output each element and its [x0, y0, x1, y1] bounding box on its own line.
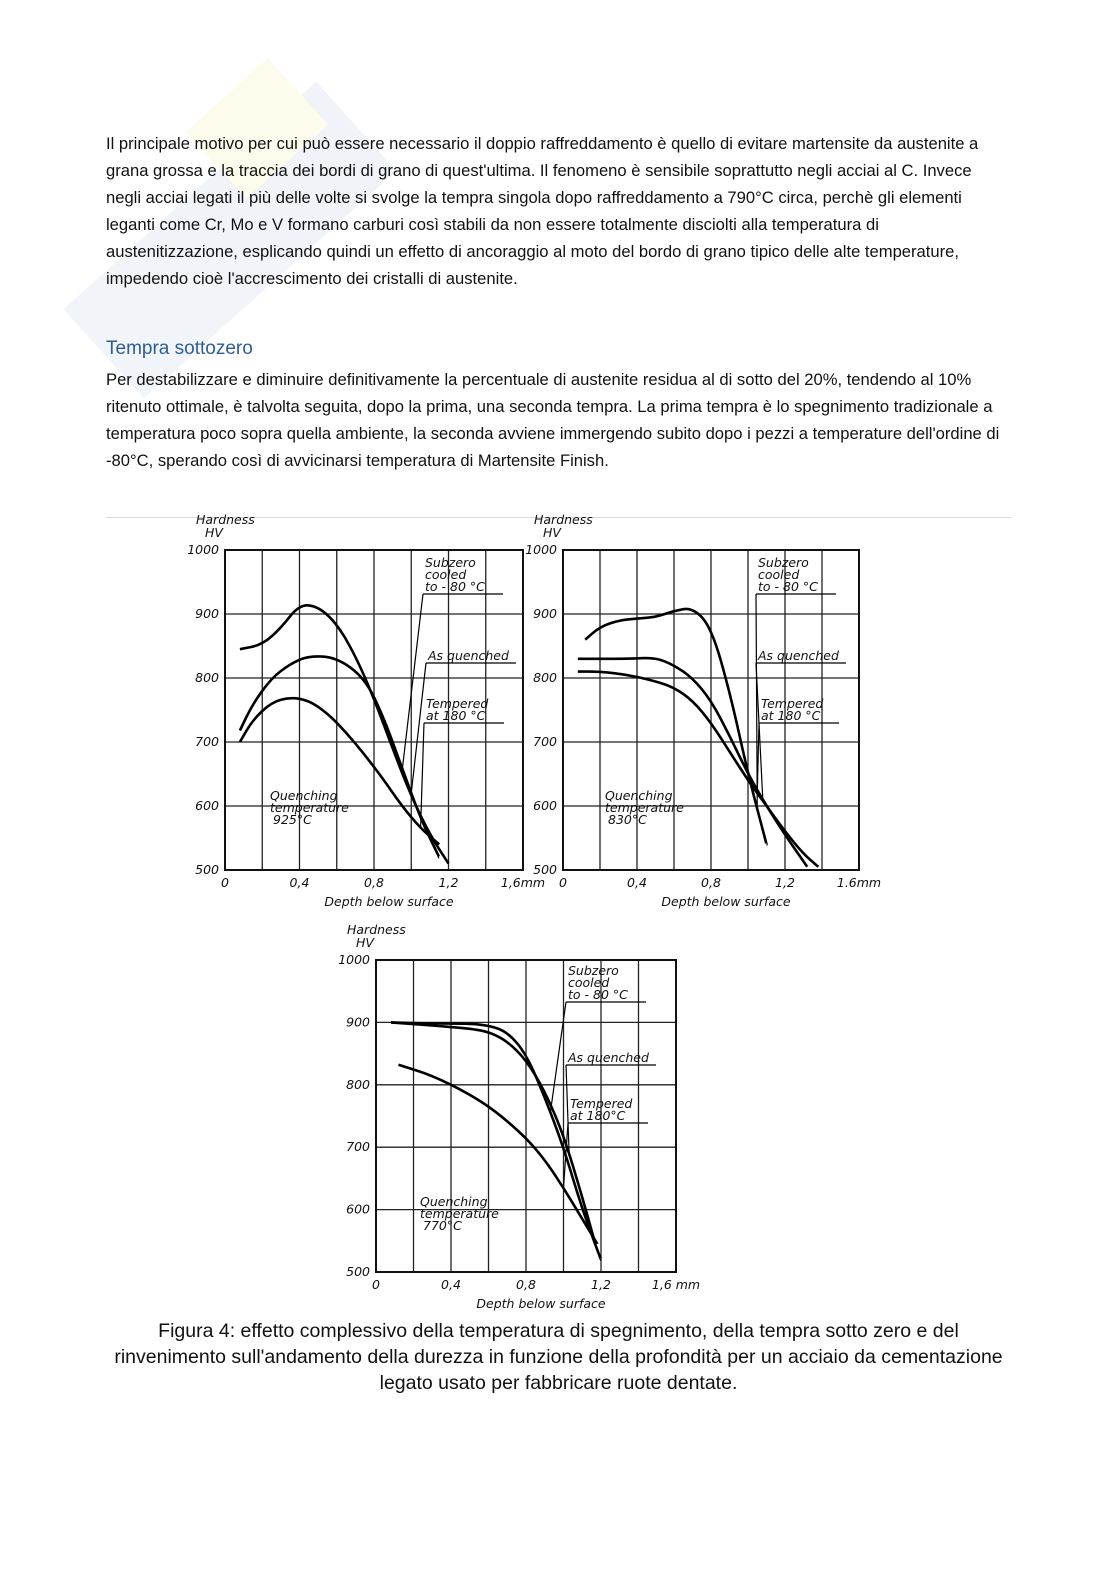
y-tick-label: 600 [195, 798, 219, 813]
subzero-label: to - 80 °C [568, 987, 628, 1002]
leader-line [421, 723, 424, 828]
tempered-curve [240, 698, 439, 844]
leader-line [402, 594, 423, 772]
y-tick-label: 500 [533, 862, 557, 877]
tempered-label: at 180 °C [426, 708, 486, 723]
y-axis-label: Hardness [196, 512, 255, 527]
hardness-chart-770 [330, 918, 730, 1318]
temperature-label: temperature [605, 800, 684, 815]
x-tick-label: 0,8 [364, 875, 384, 890]
tempered-label: Tempered [761, 696, 824, 711]
subzero-label: cooled [568, 975, 610, 990]
x-tick-label: 1,2 [438, 875, 459, 890]
y-tick-label: 600 [533, 798, 557, 813]
as-quenched-curve [578, 658, 807, 867]
subzero-label: cooled [425, 567, 467, 582]
x-tick-label: 1,2 [775, 875, 795, 890]
y-axis-label: Hardness [347, 922, 406, 937]
tempered-label: at 180°C [570, 1108, 626, 1123]
tempered-label: Tempered [570, 1096, 633, 1111]
quenching-temperature-value: 925°C [273, 812, 312, 827]
y-tick-label: 1000 [187, 542, 219, 557]
figure-caption: Figura 4: effetto complessivo della temperatura di spegnimento, della tempra sotto zero e del rinvenimento sull'andamento della durezza in funzione della profondità per un acciaio da cementazione legato usato per fabbricare ruote dentate. [114, 1320, 1003, 1394]
x-tick-label: 0 [372, 1277, 380, 1292]
y-tick-label: 800 [346, 1076, 370, 1092]
y-axis-unit: HV [543, 525, 561, 540]
x-tick-label: 0,4 [627, 875, 647, 890]
y-tick-label: 800 [195, 670, 219, 685]
subzero-label: Subzero [425, 555, 476, 570]
temperature-label: temperature [270, 800, 349, 815]
temperature-label: temperature [420, 1206, 499, 1221]
quenching-temperature-value: 830°C [608, 812, 647, 827]
y-tick-label: 900 [195, 606, 219, 621]
y-tick-label: 900 [533, 606, 557, 621]
body-paragraph: Per destabilizzare e diminuire definitivamente la percentuale di austenite residua al di sotto del 20%, tendendo al 10% ritenuto ottimale, è talvolta seguita, dopo la prima, una seconda tempra. La prima tempra è lo spegnimento tradizionale a temperatura poco sopra quella ambiente, la seconda avviene immergendo subito dopo i pezzi a temperature dell'ordine di -80°C, sperando così di avvicinarsi temperatura di Martensite Finish. [106, 370, 1000, 470]
subzero-label: Subzero [758, 555, 809, 570]
tempered-label: at 180 °C [761, 708, 821, 723]
x-tick-label: 1,2 [591, 1277, 611, 1292]
x-tick-label: 0,4 [289, 875, 310, 890]
y-tick-label: 800 [533, 670, 557, 685]
tempered-label: Tempered [426, 696, 489, 711]
y-tick-label: 700 [195, 734, 219, 749]
quenching-label: Quenching [605, 788, 673, 803]
y-tick-label: 600 [346, 1201, 370, 1217]
quenching-label: Quenching [270, 788, 338, 803]
y-tick-label: 700 [533, 734, 557, 749]
as-quenched-curve [240, 656, 439, 857]
quenching-temperature-value: 770°C [423, 1218, 462, 1233]
y-tick-label: 1000 [338, 952, 370, 967]
as-quenched-label: As quenched [568, 1050, 649, 1065]
as-quenched-label: As quenched [428, 648, 509, 663]
y-axis-unit: HV [356, 935, 374, 950]
subzero-label: cooled [758, 567, 800, 582]
x-tick-label: 0 [559, 875, 567, 890]
x-axis-label: Depth below surface [661, 894, 791, 909]
section-heading: Tempra sottozero [106, 338, 253, 359]
x-tick-label: 0,4 [441, 1277, 461, 1292]
x-axis-label: Depth below surface [476, 1296, 606, 1311]
y-axis-label: Hardness [534, 512, 593, 527]
y-tick-label: 700 [346, 1139, 370, 1155]
subzero-label: to - 80 °C [758, 579, 818, 594]
leader-line [564, 1123, 569, 1188]
y-tick-label: 500 [346, 1264, 370, 1279]
y-tick-label: 1000 [525, 542, 557, 557]
x-tick-label: 1,6mm [500, 875, 546, 890]
x-tick-label: 1,6 mm [651, 1277, 701, 1292]
y-axis-unit: HV [205, 525, 223, 540]
x-tick-label: 0 [221, 875, 229, 890]
subzero-label: to - 80 °C [425, 579, 485, 594]
x-tick-label: 0,8 [516, 1277, 536, 1292]
hardness-chart-925 [170, 512, 546, 912]
as-quenched-label: As quenched [758, 648, 839, 663]
x-tick-label: 1.6mm [836, 875, 882, 890]
x-axis-label: Depth below surface [324, 894, 454, 909]
quenching-label: Quenching [420, 1194, 488, 1209]
intro-paragraph: Il principale motivo per cui può essere necessario il doppio raffreddamento è quello di evitare martensite da austenite a grana grossa e la traccia dei bordi di grano di quest'ultima. Il fenomeno è sensibile soprattutto negli acciai al C. Invece negli acciai legati il più delle volte si svolge la tempra singola dopo raffreddamento a 790°C circa, perchè gli elementi leganti come Cr, Mo e V formano carburi così stabili da non essere totalmente disciolti alla temperatura di austenitizzazione, esplicando quindi un effetto di ancoraggio al moto del bordo di grano tipico delle alte temperature, impedendo cioè l'accrescimento dei cristalli di austenite. [106, 134, 979, 288]
y-tick-label: 500 [195, 862, 219, 877]
hardness-chart-830 [525, 512, 898, 912]
x-tick-label: 0,8 [701, 875, 721, 890]
y-tick-label: 900 [346, 1014, 370, 1030]
subzero-label: Subzero [568, 963, 619, 978]
